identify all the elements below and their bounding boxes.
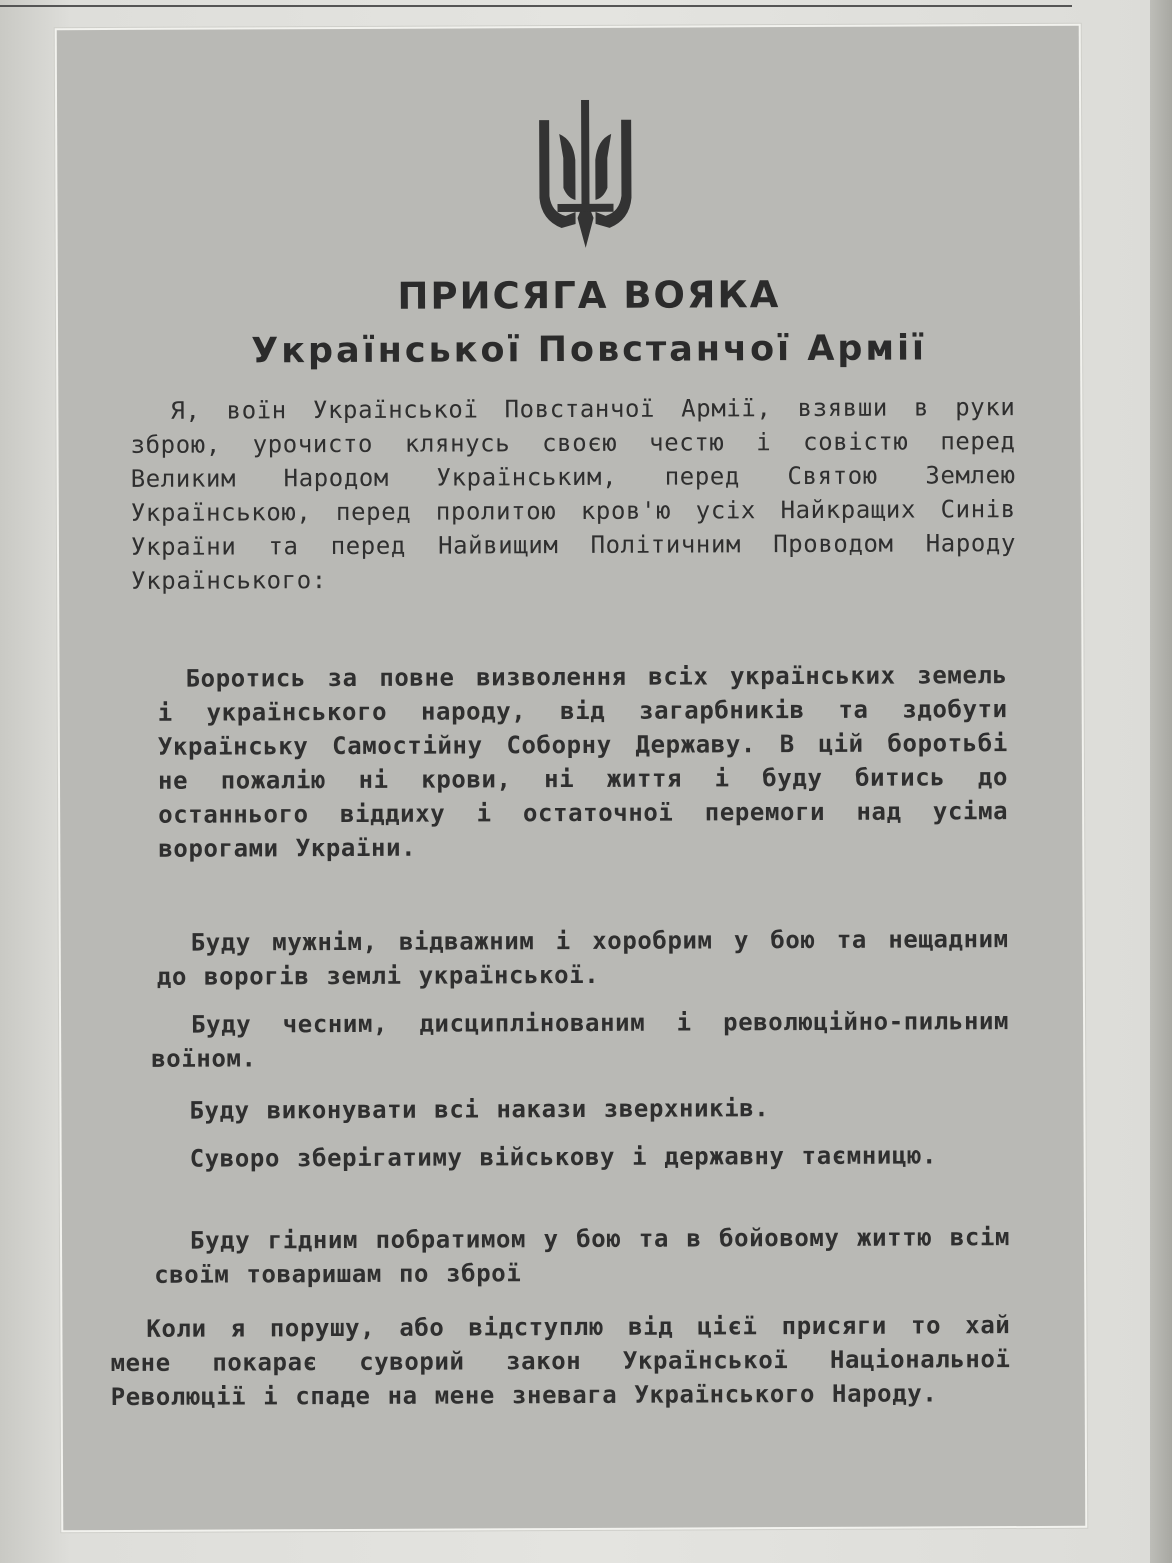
page-top-rule <box>0 5 1072 7</box>
oath-comrade-paragraph: Буду гідним побратимом у бою та в бойовому життю всім своїм товаришам по зброї <box>154 1223 1011 1289</box>
oath-fight-paragraph: Боротись за повне визволення всіх українських земель і українського народу, від загарбників та здобути Українську Самостійну Соборну Державу. В цій боротьбі не пожалію ні крови, ні життя і буду битись до останнього віддиху і остаточної перемоги над усіма ворогами України. <box>157 661 1009 863</box>
oath-leaflet <box>57 26 1086 1530</box>
oath-brave-paragraph: Буду мужнім, відважним і хоробрим у бою та нещадним до ворогів землі української. <box>156 925 1009 991</box>
oath-honest-paragraph: Буду чесним, дисциплінованим і революційно-пильним воїном. <box>151 1007 1010 1073</box>
oath-title: ПРИСЯГА ВОЯКА <box>397 273 781 318</box>
oath-secret-paragraph: Суворо зберігатиму військову і державну таємницю. <box>189 1141 938 1173</box>
oath-intro-paragraph: Я, воїн Української Повстанчої Армії, взявши в руки зброю, урочисто клянусь своєю честю і совістю перед Великим Народом Українським, перед Святою Землею Українською, перед пролитою кров'ю усіх Найкращих Синів України та перед Найвищим Політичним Проводом Народу Українського: <box>130 393 1017 595</box>
oath-orders-paragraph: Буду виконувати всі накази зверхників. <box>189 1094 770 1125</box>
oath-breach-paragraph: Коли я порушу, або відступлю від цієї присяги то хай мене покарає суворий закон Української Національної Революції і спаде на мене зневага Українського Народу. <box>110 1311 1011 1412</box>
page-edge <box>1150 0 1172 1563</box>
trident-icon <box>537 100 634 248</box>
oath-subtitle: Української Повстанчої Армії <box>251 328 928 372</box>
